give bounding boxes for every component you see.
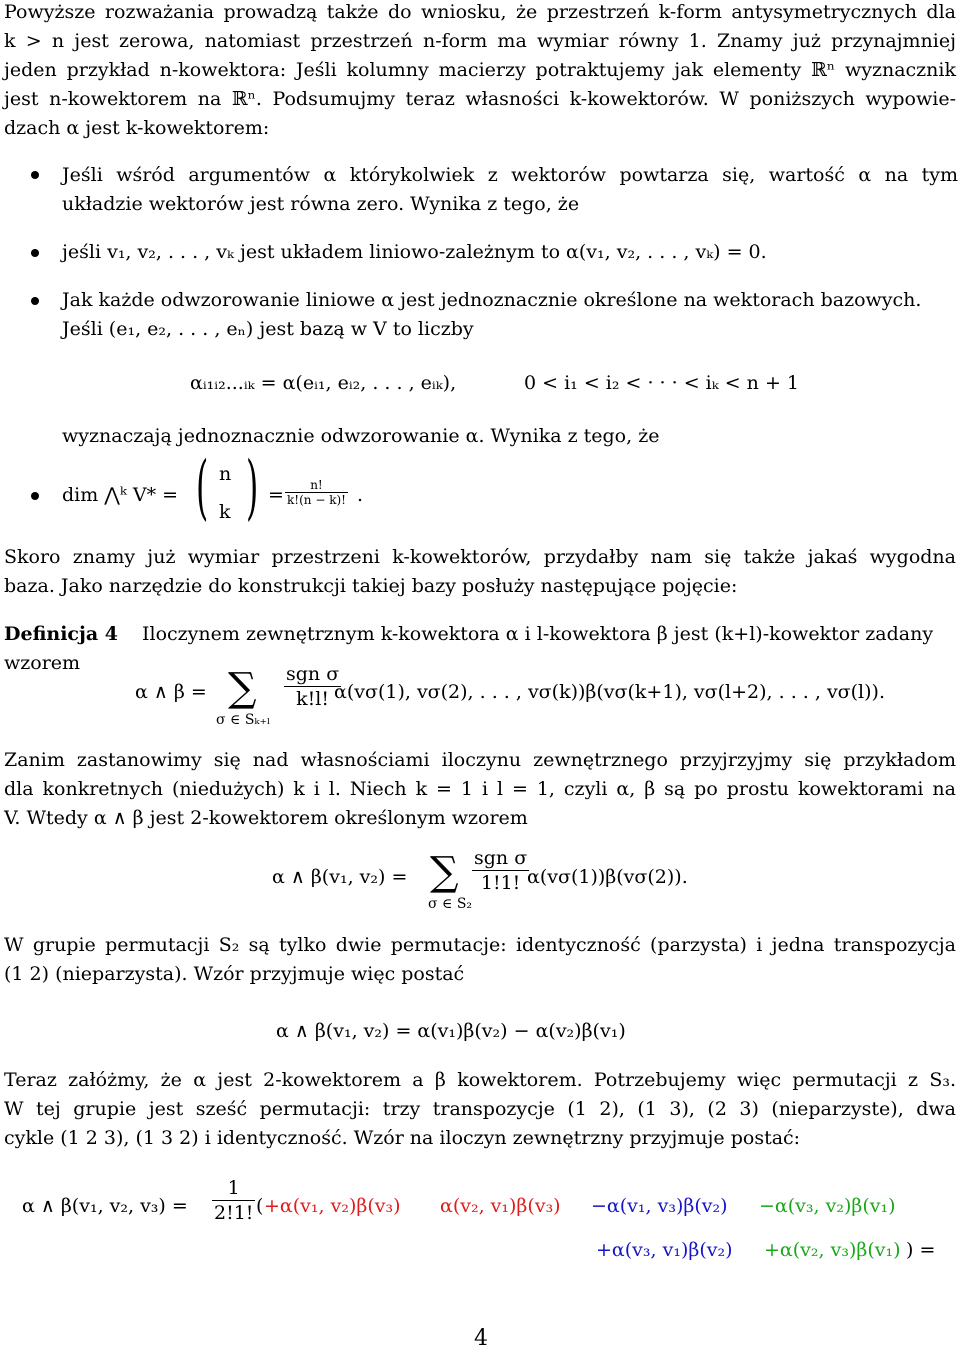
formula-4-term-6: +α(v₂, v₃)β(v₁): [764, 1239, 901, 1261]
paragraph-5-line-3: cykle (1 2 3), (1 3 2) i identyczność. Wzór na iloczyn zewnętrzny przyjmuje postać:: [4, 1127, 801, 1149]
paragraph-1-line-3: jeden przykład n-kowektora: Jeśli kolumny macierzy potraktujemy jak elementy ℝⁿ wyznacznik: [4, 59, 956, 81]
paragraph-1-line-1: Powyższe rozważania prowadzą także do wniosku, że przestrzeń k-form antysymetrycznych dla: [4, 1, 956, 23]
index-range-formula: 0 < i₁ < i₂ < · · · < iₖ < n + 1: [524, 372, 799, 394]
formula-3: α ∧ β(v₁, v₂) = α(v₁)β(v₂) − α(v₂)β(v₁): [276, 1020, 626, 1042]
definition-text-line-1: Iloczynem zewnętrznym k-kowektora α i l-kowektora β jest (k+l)-kowektor zadany: [142, 623, 934, 645]
paragraph-2-line-2: baza. Jako narzędzie do konstrukcji takiej bazy posłuży następujące pojęcie:: [4, 575, 738, 597]
formula-4-lhs: α ∧ β(v₁, v₂, v₃) =: [22, 1195, 188, 1217]
summation-index: σ ∈ S₂: [428, 896, 473, 912]
binomial-bottom: k: [219, 501, 231, 523]
definition-text-line-2: wzorem: [4, 652, 81, 674]
bullet-3-line-2: Jeśli (e₁, e₂, . . . , eₙ) jest bazą w V to liczby: [62, 318, 474, 340]
paragraph-2-line-1: Skoro znamy już wymiar przestrzeni k-kowektorów, przydałby nam się także jakaś wygodna: [4, 546, 956, 568]
bullet-marker: [31, 249, 39, 257]
fraction-numerator: sgn σ: [474, 847, 528, 869]
bullet-marker: [31, 492, 39, 500]
binomial-top: n: [219, 463, 232, 485]
paragraph-3-line-1: Zanim zastanowimy się nad własnościami iloczynu zewnętrznego przyjrzyjmy się przykładom: [4, 749, 956, 771]
binomial-left-paren: (: [196, 446, 209, 528]
bullet-1-line-1: Jeśli wśród argumentów α którykolwiek z wektorów powtarza się, wartość α na tym: [62, 164, 958, 186]
bullet-3-line-3: wyznaczają jednoznacznie odwzorowanie α. Wynika z tego, że: [62, 425, 660, 447]
paragraph-4-line-2: (1 2) (nieparzysta). Wzór przyjmuje więc postać: [4, 963, 465, 985]
formula-4-term-5: +α(v₃, v₁)β(v₂): [596, 1239, 733, 1261]
bullet-1-line-2: układzie wektorów jest równa zero. Wynika z tego, że: [62, 193, 580, 215]
formula-4-close: ) =: [906, 1239, 936, 1261]
bullet-3-line-1: Jak każde odwzorowanie liniowe α jest jednoznacznie określone na wektorach bazowych.: [62, 289, 922, 311]
fraction-denominator: 1!1!: [480, 872, 521, 894]
definition-label: Definicja 4: [4, 623, 118, 645]
paragraph-1-line-2: k > n jest zerowa, natomiast przestrzeń n-form ma wymiar równy 1. Znamy już przynajmniej: [4, 30, 956, 52]
formula-4-open-paren: (: [256, 1195, 264, 1217]
paragraph-3-line-2: dla konkretnych (niedużych) k i l. Niech k = 1 i l = 1, czyli α, β są po prostu kowektorami na: [4, 778, 956, 800]
formula-4-term-3: −α(v₁, v₃)β(v₂): [591, 1195, 728, 1217]
formula-4-term-1: +α(v₁, v₂)β(v₃): [264, 1195, 401, 1217]
summation-index: σ ∈ Sₖ₊ₗ: [216, 712, 271, 728]
basis-coefficient-formula: αᵢ₁ᵢ₂...ᵢₖ = α(eᵢ₁, eᵢ₂, . . . , eᵢₖ),: [190, 372, 457, 394]
summation-symbol: ∑: [430, 849, 459, 895]
bullet-2-text: jeśli v₁, v₂, . . . , vₖ jest układem liniowo-zależnym to α(v₁, v₂, . . . , vₖ) = 0.: [62, 241, 767, 263]
dimension-formula-lhs: dim ⋀ᵏ V* =: [62, 484, 179, 506]
summation-symbol: ∑: [228, 665, 257, 711]
fraction-denominator: 2!1!: [214, 1202, 254, 1224]
fraction-denominator: k!l!: [296, 688, 330, 710]
formula-2-lhs: α ∧ β(v₁, v₂) =: [272, 866, 408, 888]
definition-formula-lhs: α ∧ β =: [135, 681, 207, 703]
fraction-numerator: n!: [310, 478, 323, 492]
formula-2-rhs: α(vσ(1))β(vσ(2)).: [527, 866, 688, 888]
half-fraction: [212, 1176, 255, 1225]
factorial-fraction: [285, 478, 348, 507]
page-number: 4: [474, 1326, 488, 1351]
bullet-marker: [31, 297, 39, 305]
dimension-period: .: [357, 484, 364, 506]
formula-4-term-2: α(v₂, v₁)β(v₃): [440, 1195, 561, 1217]
paragraph-4-line-1: W grupie permutacji S₂ są tylko dwie permutacje: identyczność (parzysta) i jedna transpozycja: [4, 934, 956, 956]
paragraph-3-line-3: V. Wtedy α ∧ β jest 2-kowektorem określonym wzorem: [4, 807, 528, 829]
definition-formula-rhs: α(vσ(1), vσ(2), . . . , vσ(k))β(vσ(k+1), vσ(l+2), . . . , vσ(l)).: [334, 681, 885, 703]
sign-fraction: [472, 846, 529, 895]
paragraph-5-line-1: Teraz załóżmy, że α jest 2-kowektorem a β kowektorem. Potrzebujemy więc permutacji z S₃.: [4, 1069, 956, 1091]
sign-fraction: [284, 662, 341, 711]
formula-4-term-4: −α(v₃, v₂)β(v₁): [759, 1195, 896, 1217]
fraction-numerator: sgn σ: [286, 663, 340, 685]
dimension-equals: =: [268, 484, 284, 506]
bullet-marker: [31, 171, 39, 179]
paragraph-1-line-4: jest n-kowektorem na ℝⁿ. Podsumujmy teraz własności k-kowektorów. W poniższych wypowie-: [4, 88, 956, 110]
paragraph-1-line-5: dzach α jest k-kowektorem:: [4, 117, 270, 139]
fraction-numerator: 1: [227, 1177, 240, 1199]
binomial-right-paren: ): [246, 446, 259, 528]
fraction-denominator: k!(n − k)!: [287, 493, 346, 507]
paragraph-5-line-2: W tej grupie jest sześć permutacji: trzy transpozycje (1 2), (1 3), (2 3) (nieparzyste), dwa: [4, 1098, 956, 1120]
